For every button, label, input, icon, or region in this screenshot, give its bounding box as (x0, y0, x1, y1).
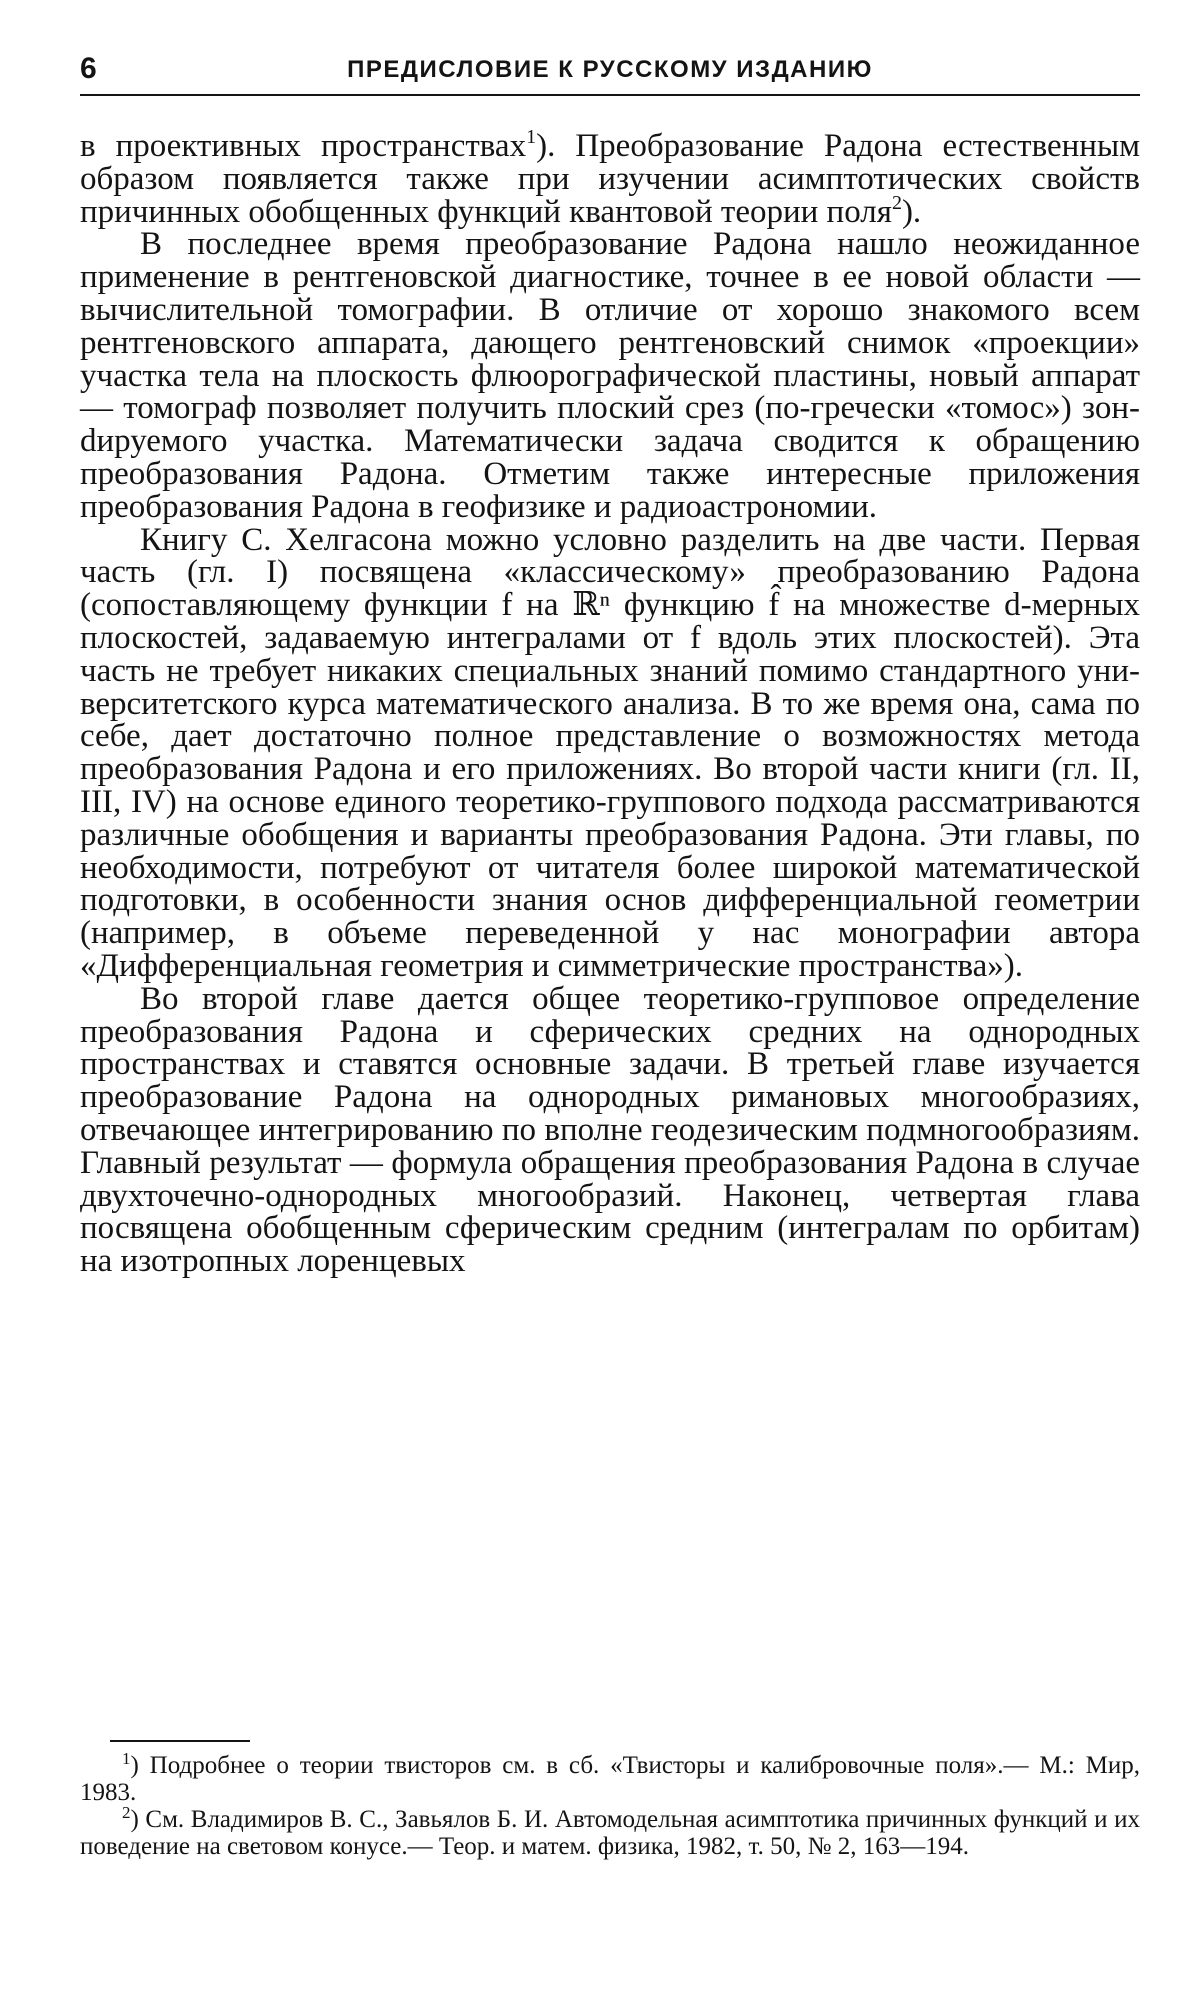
paragraph-1-text-b: ). Преобразование Радона естественным образом появляется также при изучении асимптотических свойств причинных обобщенных функций квантовой теории поля (80, 128, 1141, 230)
main-text (80, 126, 1141, 1280)
footnote-rule (110, 1740, 250, 1742)
footnote-1-mark: 1 (122, 1749, 131, 1768)
footnote-1 (80, 1749, 1140, 1806)
paragraph-1 (80, 126, 1141, 230)
footnotes (80, 1749, 1140, 1860)
footnote-2-mark: 2 (122, 1803, 131, 1822)
footnote-ref-2: 2 (891, 191, 902, 214)
footnote-1-text: ) Подробнее о теории твисторов см. в сб. «Твисторы и калибровочные поля».— М.: Мир, 1983. (80, 1752, 1140, 1806)
paragraph-2: В последнее время преобразование Радона нашло неожиданное применение в рентгеновской диагностике, точнее в ее новой области — вычислительной томографии. В отличие от хорошо знакомого всем рентгеновского аппарата, дающего рентгеновский снимок «проекции» участка тела на плоскость флюорографической пластины, новый аппарат — томограф позволяет получить плоский срез (по-гречески «томос») зонdируемого участка. Математически задача сводится к обращению преобразования Радона. Отметим также интересные приложения преобразования Радона в геофизике и радиоастрономии. (80, 226, 1140, 525)
running-title: ПРЕДИСЛОВИЕ К РУССКОМУ ИЗДАНИЮ (347, 56, 873, 83)
header-rule (80, 94, 1140, 96)
page-number: 6 (80, 52, 97, 85)
paragraph-1-text-a: в проективных пространствах (80, 128, 527, 164)
paragraph-1-text-c: ). (901, 193, 922, 230)
footnote-ref-1: 1 (526, 126, 537, 148)
footnote-2 (80, 1803, 1140, 1860)
footnote-2-text: ) См. Владимиров В. С., Завьялов Б. И. Автомодельная асимптотика причинных функций и их поведение на световом конусе.— Теор. и матем. физика, 1982, т. 50, № 2, 163—194. (80, 1806, 1140, 1860)
paragraph-3: Книгу С. Хелгасона можно условно разделить на две части. Первая часть (гл. I) посвящена «классическому» преобразованию Радона (сопоставляющему функции f на ℝⁿ функцию f̂ на множестве d-мерных плоскостей, задаваемую интегралами от f вдоль этих плоскостей). Эта часть не требует никаких специальных знаний помимо стандартного университетского курса математического анализа. В то же время она, сама по себе, дает достаточно полное представление о возможностях метода преобразования Радона и его приложениях. Во второй части книги (гл. II, III, IV) на основе единого теоретико-группового подхода рассматриваются различные обобщения и варианты преобразования Радона. Эти главы, по необходимости, потребуют от читателя более широкой математической подготовки, в особенности знания основ дифференциальной геометрии (например, в объеме переведенной у нас монографии автора «Дифференциальная геометрия и симметрические пространства»). (80, 521, 1140, 984)
page-header (80, 52, 1140, 92)
paragraph-4: Во второй главе дается общее теоретико-групповое определение преобразования Радона и сферических средних на однородных пространствах и ставятся основные задачи. В третьей главе изучается преобразование Радона на однородных римановых многообразиях, отвечающее интегрированию по вполне геодезическим подмногообразиям. Главный результат — формула обращения преобразования Радона в случае двухточечно-однородных многообразий. Наконец, четвертая глава посвящена обобщенным сферическим средним (интегралам по орбитам) на изотропных лоренцевых (80, 980, 1140, 1280)
